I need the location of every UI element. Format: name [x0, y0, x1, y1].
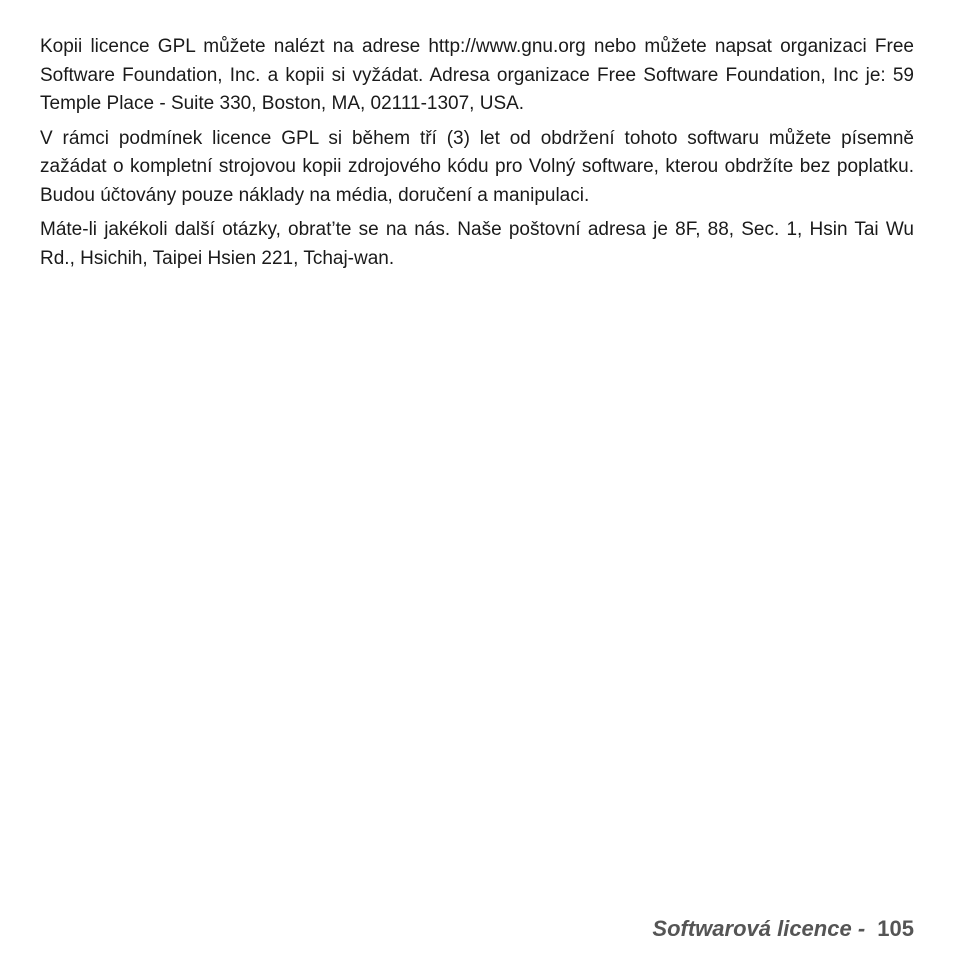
paragraph-source-code-request: V rámci podmínek licence GPL si během tří (3) let od obdržení tohoto softwaru můžete písemně zažádat o kompletní strojovou kopii zdrojového kódu pro Volný software, kterou obdržíte bez poplatku. Budou účtovány pouze náklady na média, doručení a manipulaci.	[40, 127, 914, 206]
paragraph-gpl-address: Kopii licence GPL můžete nalézt na adrese http://www.gnu.org nebo můžete napsat organizaci Free Software Foundation, Inc. a kopii si vyžádat. Adresa organizace Free Software Foundation, Inc je: 59 Temple Place - Suite 330, Boston, MA, 02111-1307, USA.	[40, 36, 914, 114]
body-text	[40, 33, 914, 279]
footer-separator: -	[851, 916, 872, 941]
page-number: 105	[877, 916, 914, 941]
footer-section-title: Softwarová licence	[652, 916, 852, 941]
paragraph-contact-address: Máte-li jakékoli další otázky, obrat’te se na nás. Naše poštovní adresa je 8F, 88, Sec. 1, Hsin Tai Wu Rd., Hsichih, Taipei Hsien 221, Tchaj-wan.	[40, 219, 914, 269]
page-footer	[652, 915, 914, 943]
